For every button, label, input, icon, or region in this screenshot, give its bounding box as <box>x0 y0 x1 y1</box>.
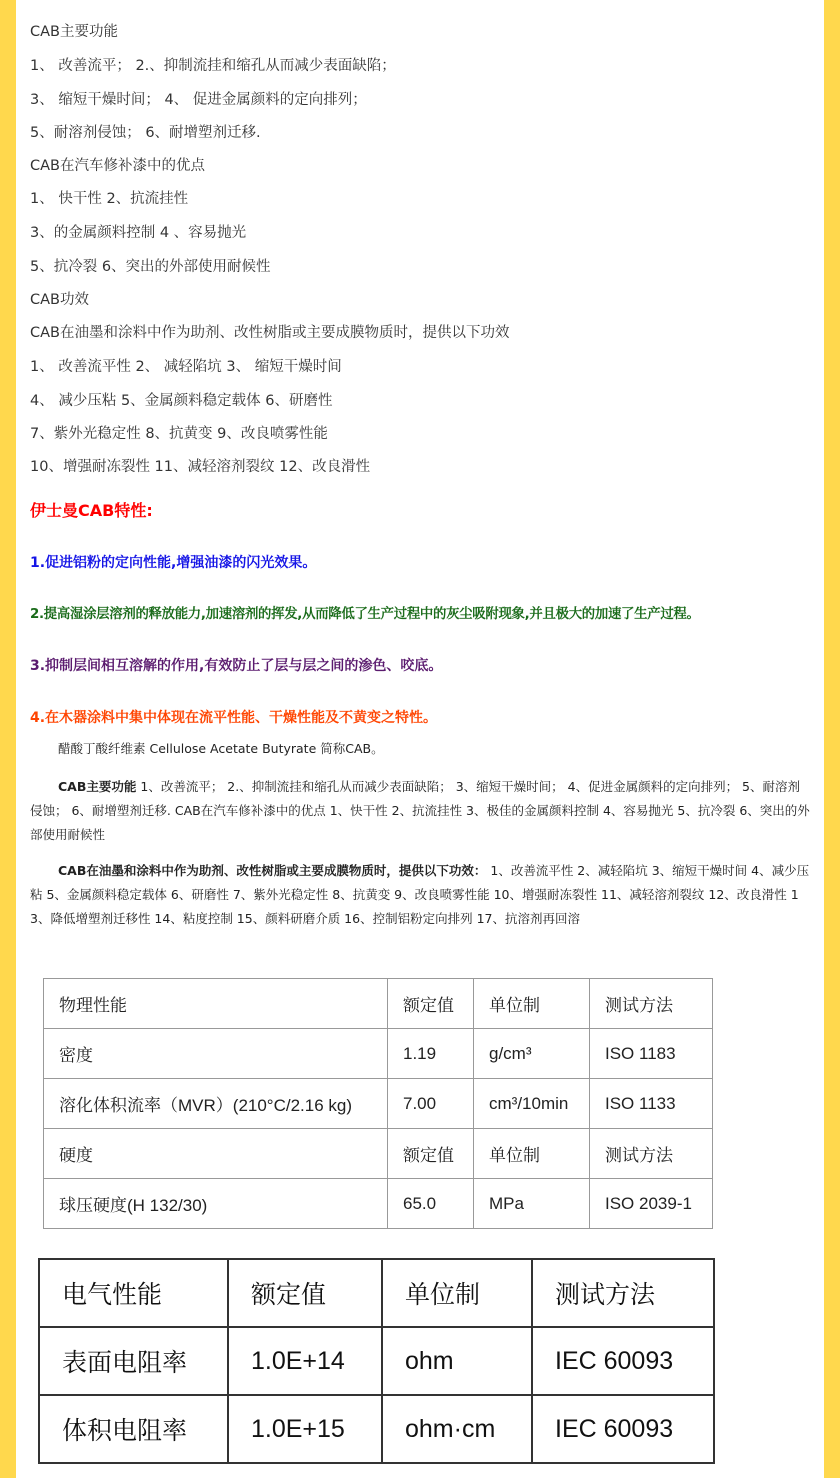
table-cell: cm³/10min <box>474 1079 590 1129</box>
table-cell: 硬度 <box>44 1129 388 1179</box>
table-cell: 单位制 <box>474 979 590 1029</box>
cab-function-paragraph <box>30 775 810 847</box>
feature-item: 2.提高湿涂层溶剂的释放能力,加速溶剂的挥发,从而降低了生产过程中的灰尘吸附现象,并且极大的加速了生产过程。 <box>30 607 700 622</box>
feature-item: 3.抑制层间相互溶解的作用,有效防止了层与层之间的渗色、咬底。 <box>30 658 443 674</box>
table-row <box>44 1029 713 1079</box>
table-cell: 溶化体积流率（MVR）(210°C/2.16 kg) <box>44 1079 388 1129</box>
table-row <box>44 979 713 1029</box>
table-cell: ohm <box>382 1327 532 1395</box>
table-cell: 单位制 <box>382 1259 532 1327</box>
intro-line: CAB功效 <box>30 292 89 308</box>
intro-line: CAB主要功能 <box>30 24 118 40</box>
intro-line: 1、 改善流平； 2.、抑制流挂和缩孔从而减少表面缺陷； <box>30 58 396 74</box>
intro-line: 3、 缩短干燥时间； 4、 促进金属颜料的定向排列； <box>30 92 367 108</box>
table-row <box>39 1327 714 1395</box>
content-panel <box>16 0 824 1478</box>
table-cell: 7.00 <box>388 1079 474 1129</box>
intro-line: CAB在汽车修补漆中的优点 <box>30 158 205 174</box>
features-title: 伊士曼CAB特性: <box>30 501 153 520</box>
intro-line: 5、耐溶剂侵蚀； 6、耐增塑剂迁移. <box>30 125 261 141</box>
table-cell: ohm·cm <box>382 1395 532 1463</box>
table-cell: 1.19 <box>388 1029 474 1079</box>
table-cell: ISO 1183 <box>590 1029 713 1079</box>
feature-item: 4.在木器涂料中集中体现在流平性能、干燥性能及不黄变之特性。 <box>30 710 438 726</box>
table-cell: 密度 <box>44 1029 388 1079</box>
table-cell: 65.0 <box>388 1179 474 1229</box>
feature-item: 1.促进铝粉的定向性能,增强油漆的闪光效果。 <box>30 555 317 571</box>
table-row <box>44 1079 713 1129</box>
table-row <box>44 1129 713 1179</box>
table-cell: 表面电阻率 <box>39 1327 228 1395</box>
table-cell: 测试方法 <box>532 1259 714 1327</box>
table-row <box>44 1179 713 1229</box>
electrical-properties-table <box>38 1258 715 1464</box>
table-cell: 1.0E+14 <box>228 1327 382 1395</box>
cab-name-paragraph: 醋酸丁酸纤维素 Cellulose Acetate Butyrate 简称CAB。 <box>58 741 384 756</box>
table-cell: ISO 2039-1 <box>590 1179 713 1229</box>
paragraph-lead: CAB在油墨和涂料中作为助剂、改性树脂或主要成膜物质时，提供以下功效： <box>58 863 487 878</box>
table-cell: 物理性能 <box>44 979 388 1029</box>
table-row <box>39 1395 714 1463</box>
table-cell: 电气性能 <box>39 1259 228 1327</box>
table-cell: MPa <box>474 1179 590 1229</box>
intro-line: 10、增强耐冻裂性 11、减轻溶剂裂纹 12、改良滑性 <box>30 459 371 475</box>
table-cell: 单位制 <box>474 1129 590 1179</box>
intro-line: 7、紫外光稳定性 8、抗黄变 9、改良喷雾性能 <box>30 426 328 442</box>
table-cell: g/cm³ <box>474 1029 590 1079</box>
table-cell: 测试方法 <box>590 979 713 1029</box>
intro-line: 3、的金属颜料控制 4 、容易抛光 <box>30 225 247 241</box>
table-cell: 测试方法 <box>590 1129 713 1179</box>
intro-line: 5、抗冷裂 6、突出的外部使用耐候性 <box>30 259 271 275</box>
intro-line: CAB在油墨和涂料中作为助剂、改性树脂或主要成膜物质时，提供以下功效 <box>30 325 510 341</box>
cab-effects-paragraph <box>30 859 810 931</box>
intro-line: 1、 快干性 2、抗流挂性 <box>30 191 189 207</box>
intro-line: 4、 减少压粘 5、金属颜料稳定载体 6、研磨性 <box>30 393 333 409</box>
intro-line: 1、 改善流平性 2、 减轻陷坑 3、 缩短干燥时间 <box>30 359 342 375</box>
table-cell: ISO 1133 <box>590 1079 713 1129</box>
table-cell: 球压硬度(H 132/30) <box>44 1179 388 1229</box>
paragraph-body: 1、改善流平； 2.、抑制流挂和缩孔从而减少表面缺陷； 3、缩短干燥时间； 4、促进金属颜料的定向排列； 5、耐溶剂侵蚀； 6、耐增塑剂迁移. CAB在汽车修补漆中的优点 1、快干性 2、抗流挂性 3、极佳的金属颜料控制 4、容易抛光 5、抗冷裂 6、突出的外部使用耐候性 <box>30 779 810 842</box>
physical-properties-table <box>43 978 713 1229</box>
table-cell: IEC 60093 <box>532 1327 714 1395</box>
paragraph-body: 1、改善流平性 2、减轻陷坑 3、缩短干燥时间 4、减少压粘 5、金属颜料稳定载体 6、研磨性 7、紫外光稳定性 8、抗黄变 9、改良喷雾性能 10、增强耐冻裂性 11、减轻溶剂裂纹 12、改良滑性 13、降低增塑剂迁移性 14、粘度控制 15、颜料研磨介质 16、控制铝粉定向排列 17、抗溶剂再回溶 <box>30 863 810 926</box>
table-cell: IEC 60093 <box>532 1395 714 1463</box>
table-cell: 1.0E+15 <box>228 1395 382 1463</box>
table-cell: 额定值 <box>388 1129 474 1179</box>
table-row <box>39 1259 714 1327</box>
table-cell: 额定值 <box>388 979 474 1029</box>
paragraph-lead: CAB主要功能 <box>58 779 137 794</box>
table-cell: 额定值 <box>228 1259 382 1327</box>
table-cell: 体积电阻率 <box>39 1395 228 1463</box>
